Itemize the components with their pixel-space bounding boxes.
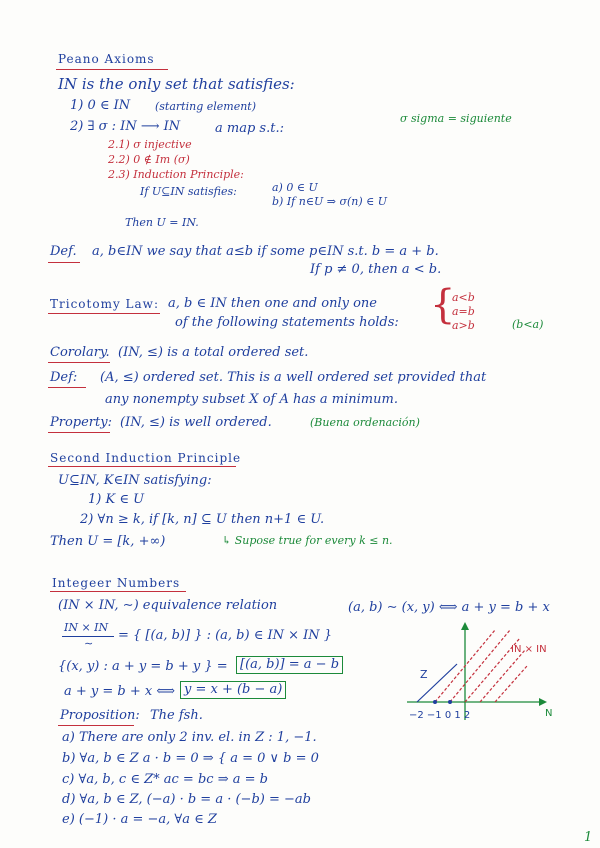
proposition-intro: The fsh. — [150, 708, 203, 723]
peano-intro: IN is the only set that satisfies: — [58, 75, 295, 93]
def1-line1: a, b∈IN we say that a≤b if some p∈IN s.t. b = a + b. — [92, 244, 439, 259]
peano-sub-3-then: Then U = IN. — [125, 216, 199, 229]
set-line: {(x, y) : a + y = b + y } = — [58, 659, 228, 674]
graph-ticks: −2 −1 0 1 2 — [409, 710, 471, 721]
sigma-note: σ sigma = siguiente — [400, 112, 512, 125]
graph-point-minus-2 — [433, 700, 437, 704]
trichotomy-line1: a, b ∈ IN then one and only one — [168, 296, 377, 311]
trichotomy-line2: of the following statements holds: — [175, 315, 399, 330]
peano-sub-3-a: a) 0 ∈ U — [272, 181, 318, 194]
second-induction-underline — [48, 466, 236, 467]
peano-sub-2: 2.2) 0 ∉ Im (σ) — [108, 153, 190, 166]
second-induction-item-2: 2) ∀n ≥ k, if [k, n] ⊆ U then n+1 ∈ U. — [80, 512, 325, 527]
peano-axiom-1-note: (starting element) — [155, 100, 257, 113]
corollary-label: Corolary. — [50, 345, 110, 360]
peano-sub-3-if: If U⊆IN satisfies: — [140, 185, 237, 198]
def2-line2: any nonempty subset X of A has a minimum. — [105, 392, 398, 407]
graph-line-2 — [450, 630, 510, 702]
peano-sub-3-b: b) If n∈U ⇒ σ(n) ∈ U — [272, 195, 388, 208]
def1-line2: If p ≠ 0, then a < b. — [310, 262, 442, 277]
graph-label-nxn: IN × IN — [511, 644, 547, 655]
def2-underline — [48, 387, 86, 388]
integers-underline — [50, 591, 186, 592]
second-induction-then: Then U = [k, +∞) — [50, 534, 166, 549]
proposition-underline — [58, 725, 134, 726]
trichotomy-option-2: a=b — [452, 305, 475, 318]
proposition-item-d: d) ∀a, b ∈ Z, (−a) · b = a · (−b) = −ab — [62, 792, 311, 807]
peano-heading-underline — [56, 69, 168, 70]
box-equivalence-class: [(a, b)] = a − b — [236, 656, 343, 674]
trichotomy-option-3: a>b — [452, 319, 475, 332]
integers-graph — [395, 620, 570, 730]
second-induction-note: ↳ Supose true for every k ≤ n. — [222, 534, 393, 547]
property-label: Property: — [50, 415, 112, 430]
trichotomy-option-1: a<b — [452, 291, 475, 304]
peano-axiom-2: 2) ∃ σ : IN ⟶ IN — [70, 119, 181, 134]
property-underline — [48, 432, 110, 433]
def1-label-underline — [48, 262, 80, 263]
peano-axiom-1: 1) 0 ∈ IN — [70, 98, 131, 113]
trichotomy-label: Tricotomy Law: — [50, 297, 159, 311]
quotient-numerator: IN × IN — [64, 621, 109, 634]
def2-line1: (A, ≤) ordered set. This is a well ordered set provided that — [100, 370, 487, 385]
peano-heading: Peano Axioms — [58, 52, 155, 66]
graph-label-z: Z — [420, 668, 428, 681]
graph-point-minus-1 — [448, 700, 452, 704]
peano-sub-3: 2.3) Induction Principle: — [108, 168, 244, 181]
eq-line: a + y = b + x ⟺ — [64, 684, 175, 699]
quotient-rest: = { [(a, b)] } : (a, b) ∈ IN × IN } — [118, 628, 333, 643]
second-induction-item-1: 1) K ∈ U — [88, 492, 145, 507]
second-induction-heading: Second Induction Principle — [50, 451, 242, 465]
trichotomy-brace: { — [430, 282, 456, 328]
integers-heading: Integeer Numbers — [52, 576, 181, 590]
trichotomy-note: (b<a) — [512, 318, 544, 331]
proposition-item-b: b) ∀a, b ∈ Z a · b = 0 ⇒ { a = 0 ∨ b = 0 — [62, 751, 319, 766]
graph-label-n: N — [545, 708, 553, 719]
proposition-item-e: e) (−1) · a = −a, ∀a ∈ Z — [62, 812, 217, 827]
proposition-item-a: a) There are only 2 inv. el. in Z : 1, −1. — [62, 730, 317, 745]
proposition-item-c: c) ∀a, b, c ∈ Z* ac = bc ⇒ a = b — [62, 772, 268, 787]
corollary-text: (IN, ≤) is a total ordered set. — [118, 345, 309, 360]
graph-x-arrow — [539, 698, 547, 706]
second-induction-intro: U⊆IN, K∈IN satisfying: — [58, 473, 212, 488]
quotient-denominator: ∼ — [84, 637, 94, 650]
page-number: 1 — [584, 830, 593, 845]
def1-label: Def. — [50, 244, 77, 259]
box-line-equation: y = x + (b − a) — [180, 681, 286, 699]
graph-line-5 — [495, 666, 527, 702]
integers-relation: (IN × IN, ∼) equivalence relation — [58, 598, 278, 613]
property-note: (Buena ordenación) — [310, 416, 420, 429]
trichotomy-underline — [48, 313, 160, 314]
corollary-underline — [48, 362, 110, 363]
proposition-label: Proposition: — [60, 708, 140, 723]
peano-axiom-2-tail: a map s.t.: — [215, 121, 284, 136]
property-text: (IN, ≤) is well ordered. — [120, 415, 272, 430]
integers-relation-def: (a, b) ∼ (x, y) ⟺ a + y = b + x — [348, 600, 550, 615]
graph-y-arrow — [461, 622, 469, 630]
def2-label: Def: — [50, 370, 78, 385]
peano-sub-1: 2.1) σ injective — [108, 138, 192, 151]
